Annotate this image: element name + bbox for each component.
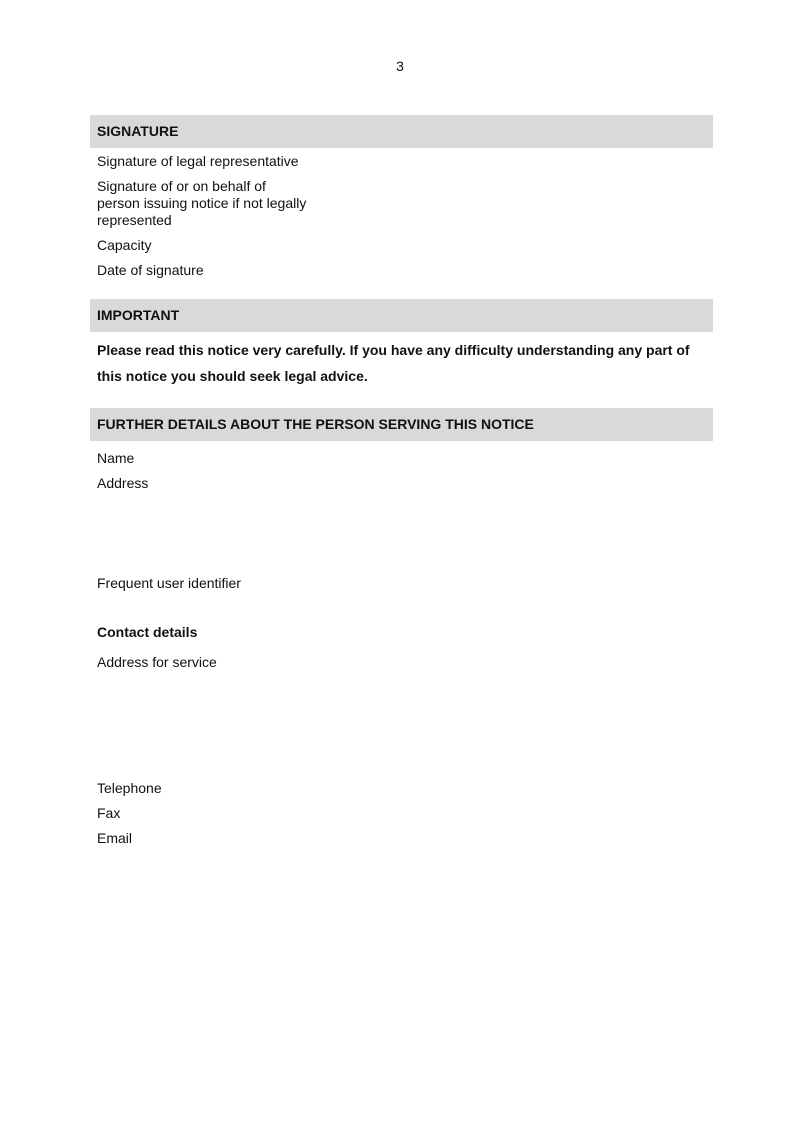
behalf-signature-label xyxy=(97,178,306,229)
date-of-signature-label: Date of signature xyxy=(97,262,204,278)
capacity-label: Capacity xyxy=(97,237,152,253)
important-notice-text: Please read this notice very carefully. If you have any difficulty understanding any part of this notice you should seek legal advice. xyxy=(97,342,690,384)
signature-heading: SIGNATURE xyxy=(90,115,713,148)
legal-representative-signature-label: Signature of legal representative xyxy=(97,153,299,169)
fax-label: Fax xyxy=(97,805,121,821)
address-for-service-label: Address for service xyxy=(97,654,217,670)
telephone-label: Telephone xyxy=(97,780,162,796)
important-heading: IMPORTANT xyxy=(90,299,713,332)
behalf-signature-label-line: person issuing notice if not legally xyxy=(97,195,307,211)
page-number: 3 xyxy=(396,58,404,74)
email-label: Email xyxy=(97,830,133,846)
contact-details-heading: Contact details xyxy=(97,624,198,640)
further-details-heading: FURTHER DETAILS ABOUT THE PERSON SERVING THIS NOTICE xyxy=(90,408,713,441)
behalf-signature-label-line: Signature of or on behalf of xyxy=(97,178,266,194)
address-label: Address xyxy=(97,475,149,491)
behalf-signature-label-line: represented xyxy=(97,212,172,228)
name-label: Name xyxy=(97,450,135,466)
frequent-user-identifier-label: Frequent user identifier xyxy=(97,575,241,591)
